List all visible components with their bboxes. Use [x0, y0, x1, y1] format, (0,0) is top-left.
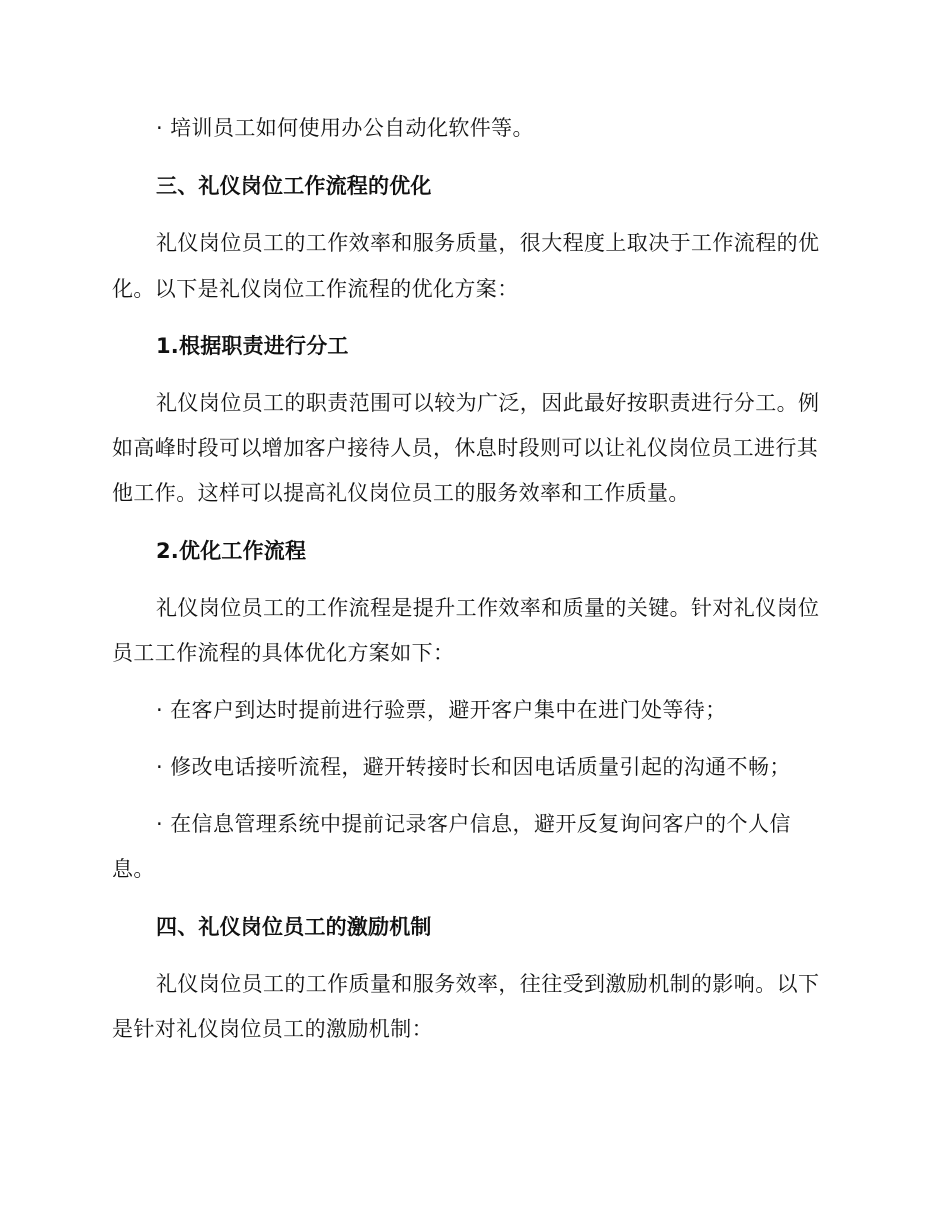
paragraph-line: 礼仪岗位员工的工作流程是提升工作效率和质量的关键。针对礼仪岗位: [156, 596, 820, 620]
bullet-item-continuation: 息。: [112, 857, 155, 881]
paragraph-line: 礼仪岗位员工的工作质量和服务效率，往往受到激励机制的影响。以下: [156, 972, 820, 996]
bullet-item-training: · 培训员工如何使用办公自动化软件等。: [156, 116, 534, 140]
bullet-item: · 在信息管理系统中提前记录客户信息，避开反复询问客户的个人信: [156, 812, 791, 836]
subsection-heading-2: 2.优化工作流程: [156, 539, 307, 563]
paragraph-line: 如高峰时段可以增加客户接待人员，休息时段则可以让礼仪岗位员工进行其: [112, 436, 819, 460]
bullet-item: · 修改电话接听流程，避开转接时长和因电话质量引起的沟通不畅；: [156, 755, 791, 779]
section-heading-3: 三、礼仪岗位工作流程的优化: [156, 174, 432, 198]
paragraph-line: 礼仪岗位员工的职责范围可以较为广泛，因此最好按职责进行分工。例: [156, 391, 820, 415]
paragraph-line: 他工作。这样可以提高礼仪岗位员工的服务效率和工作质量。: [112, 481, 690, 505]
bullet-item: · 在客户到达时提前进行验票，避开客户集中在进门处等待；: [156, 698, 727, 722]
paragraph-line: 化。以下是礼仪岗位工作流程的优化方案：: [112, 277, 519, 301]
section-heading-4: 四、礼仪岗位员工的激励机制: [156, 915, 432, 939]
subsection-heading-1: 1.根据职责进行分工: [156, 334, 349, 358]
paragraph-line: 是针对礼仪岗位员工的激励机制：: [112, 1017, 433, 1041]
paragraph-line: 员工工作流程的具体优化方案如下：: [112, 641, 455, 665]
paragraph-line: 礼仪岗位员工的工作效率和服务质量，很大程度上取决于工作流程的优: [156, 231, 820, 255]
